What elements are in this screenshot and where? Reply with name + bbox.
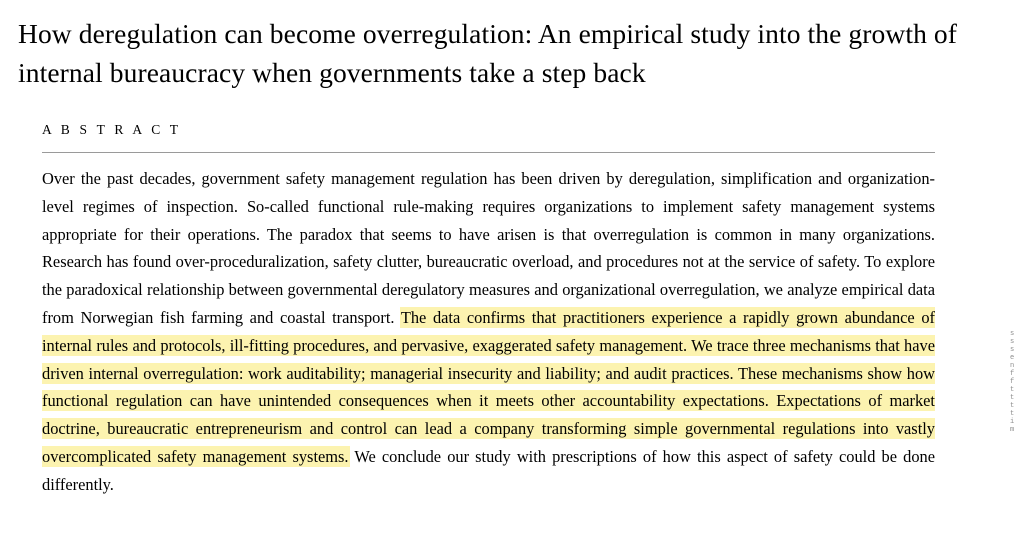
edge-artifact-mark: t — [1010, 386, 1015, 394]
edge-artifact-mark: f — [1010, 370, 1015, 378]
edge-artifact-mark: m — [1010, 426, 1015, 434]
edge-artifact-mark: n — [1010, 362, 1015, 370]
edge-artifact-mark: t — [1010, 402, 1015, 410]
abstract-body — [42, 165, 935, 499]
edge-artifact-mark: t — [1010, 394, 1015, 402]
abstract-text-plain-first: Over the past decades, government safety management regulation has been driven by deregulation, simplification and organization-level regimes of inspection. So-called functional rule-making requires organizations to implement safety management systems appropriate for their operations. The paradox that seems to have arisen is that overregulation is common in many organizations. Research has found over-proceduralization, safety clutter, bureaucratic overload, and procedures not at the service of safety. To explore the paradoxical relationship between governmental deregulatory measures and organizational overregulation, we analyze empirical data from Norwegian fish farming and coastal transport. — [42, 169, 935, 328]
abstract-text-highlighted: The data confirms that practitioners experience a rapidly grown abundance of internal rules and protocols, ill-fitting procedures, and pervasive, exaggerated safety management. We trace three mechanisms that have driven internal overregulation: work auditability; managerial insecurity and liability; and audit practices. These mechanisms show how functional regulation can have unintended consequences when it meets other accountability expectations. Expectations of market doctrine, bureaucratic entrepreneurism and control can lead a company transforming simple governmental regulations into vastly overcomplicated safety management systems. — [42, 308, 935, 467]
edge-artifact-mark: f — [1010, 378, 1015, 386]
abstract-text-plain-last: We conclude our study with prescriptions of how this aspect of safety could be done differently. — [42, 447, 935, 494]
abstract-section — [42, 122, 935, 499]
edge-artifact-mark: s — [1010, 330, 1015, 338]
edge-artifact-mark: s — [1010, 346, 1015, 354]
edge-artifact-mark: e — [1010, 354, 1015, 362]
edge-artifact-mark: s — [1010, 338, 1015, 346]
divider — [42, 152, 935, 153]
edge-artifact-mark: t — [1010, 410, 1015, 418]
page-title: How deregulation can become overregulation: An empirical study into the growth of internal bureaucracy when governments take a step back — [18, 18, 958, 89]
edge-artifact-mark: i — [1010, 418, 1015, 426]
page-edge-artifacts — [1010, 330, 1022, 434]
abstract-heading: A B S T R A C T — [42, 122, 182, 138]
